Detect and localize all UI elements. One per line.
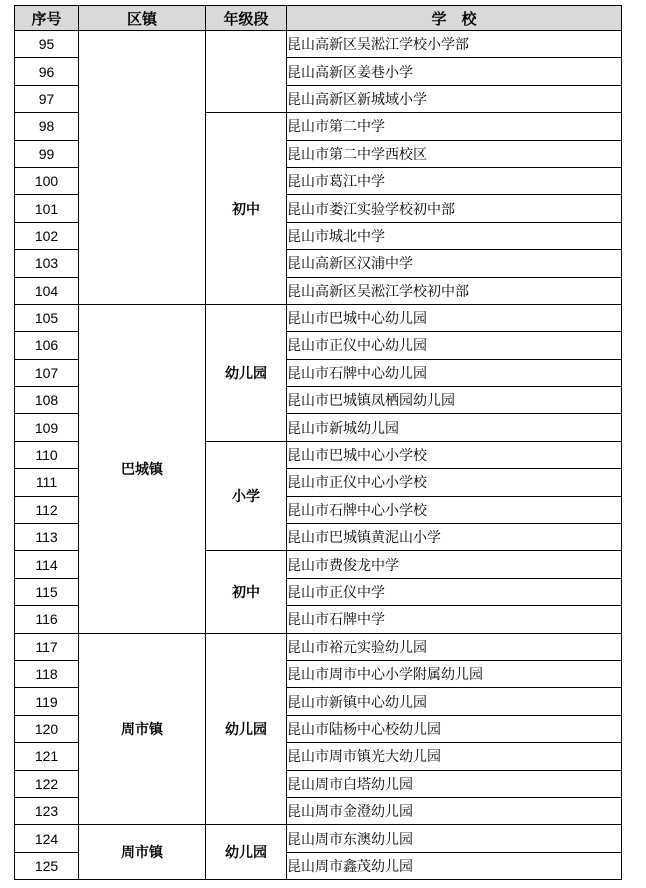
header-row bbox=[15, 6, 622, 31]
serial-number-cell: 113 bbox=[15, 524, 79, 551]
school-name-cell: 昆山市第二中学西校区 bbox=[287, 140, 622, 167]
school-name-cell: 昆山高新区吴淞江学校初中部 bbox=[287, 277, 622, 304]
serial-number-cell: 101 bbox=[15, 195, 79, 222]
table-row bbox=[15, 825, 622, 852]
serial-number-cell: 124 bbox=[15, 825, 79, 852]
grade-level-cell bbox=[206, 31, 287, 113]
school-name-cell: 昆山周市白塔幼儿园 bbox=[287, 770, 622, 797]
grade-level-cell: 初中 bbox=[206, 113, 287, 305]
serial-number-cell: 102 bbox=[15, 222, 79, 249]
school-name-cell: 昆山市葛江中学 bbox=[287, 167, 622, 194]
school-name-cell: 昆山市巴城中心小学校 bbox=[287, 441, 622, 468]
district-cell bbox=[79, 31, 206, 305]
school-name-cell: 昆山市石牌中心幼儿园 bbox=[287, 359, 622, 386]
serial-number-cell: 122 bbox=[15, 770, 79, 797]
serial-number-cell: 107 bbox=[15, 359, 79, 386]
school-name-cell: 昆山市第二中学 bbox=[287, 113, 622, 140]
serial-number-cell: 105 bbox=[15, 304, 79, 331]
serial-number-cell: 100 bbox=[15, 167, 79, 194]
school-name-cell: 昆山市裕元实验幼儿园 bbox=[287, 633, 622, 660]
grade-level-cell: 小学 bbox=[206, 441, 287, 551]
serial-number-cell: 111 bbox=[15, 469, 79, 496]
serial-number-cell: 123 bbox=[15, 797, 79, 824]
header-grade-level: 年级段 bbox=[206, 6, 287, 31]
grade-level-cell: 初中 bbox=[206, 551, 287, 633]
serial-number-cell: 118 bbox=[15, 660, 79, 687]
school-name-cell: 昆山市费俊龙中学 bbox=[287, 551, 622, 578]
serial-number-cell: 121 bbox=[15, 743, 79, 770]
grade-level-cell: 幼儿园 bbox=[206, 633, 287, 825]
header-school: 学 校 bbox=[287, 6, 622, 31]
school-name-cell: 昆山高新区姜巷小学 bbox=[287, 58, 622, 85]
header-district: 区镇 bbox=[79, 6, 206, 31]
school-name-cell: 昆山市巴城镇黄泥山小学 bbox=[287, 524, 622, 551]
school-name-cell: 昆山周市金澄幼儿园 bbox=[287, 797, 622, 824]
serial-number-cell: 106 bbox=[15, 332, 79, 359]
serial-number-cell: 109 bbox=[15, 414, 79, 441]
serial-number-cell: 108 bbox=[15, 387, 79, 414]
serial-number-cell: 116 bbox=[15, 606, 79, 633]
serial-number-cell: 110 bbox=[15, 441, 79, 468]
grade-level-cell: 幼儿园 bbox=[206, 825, 287, 880]
serial-number-cell: 103 bbox=[15, 250, 79, 277]
serial-number-cell: 114 bbox=[15, 551, 79, 578]
school-name-cell: 昆山市陆杨中心校幼儿园 bbox=[287, 715, 622, 742]
serial-number-cell: 95 bbox=[15, 31, 79, 58]
school-name-cell: 昆山周市鑫茂幼儿园 bbox=[287, 852, 622, 879]
school-name-cell: 昆山市城北中学 bbox=[287, 222, 622, 249]
school-name-cell: 昆山高新区新城域小学 bbox=[287, 85, 622, 112]
table-row bbox=[15, 304, 622, 331]
school-name-cell: 昆山市石牌中心小学校 bbox=[287, 496, 622, 523]
serial-number-cell: 119 bbox=[15, 688, 79, 715]
serial-number-cell: 117 bbox=[15, 633, 79, 660]
school-name-cell: 昆山市正仪中心幼儿园 bbox=[287, 332, 622, 359]
school-name-cell: 昆山高新区吴淞江学校小学部 bbox=[287, 31, 622, 58]
school-list-table bbox=[14, 5, 622, 880]
serial-number-cell: 97 bbox=[15, 85, 79, 112]
serial-number-cell: 125 bbox=[15, 852, 79, 879]
school-name-cell: 昆山市新城幼儿园 bbox=[287, 414, 622, 441]
table-row bbox=[15, 633, 622, 660]
school-name-cell: 昆山市新镇中心幼儿园 bbox=[287, 688, 622, 715]
serial-number-cell: 99 bbox=[15, 140, 79, 167]
grade-level-cell: 幼儿园 bbox=[206, 304, 287, 441]
serial-number-cell: 96 bbox=[15, 58, 79, 85]
serial-number-cell: 112 bbox=[15, 496, 79, 523]
school-name-cell: 昆山市巴城镇凤栖园幼儿园 bbox=[287, 387, 622, 414]
school-name-cell: 昆山市周市镇光大幼儿园 bbox=[287, 743, 622, 770]
serial-number-cell: 104 bbox=[15, 277, 79, 304]
district-cell: 周市镇 bbox=[79, 633, 206, 825]
school-name-cell: 昆山市巴城中心幼儿园 bbox=[287, 304, 622, 331]
serial-number-cell: 120 bbox=[15, 715, 79, 742]
serial-number-cell: 115 bbox=[15, 578, 79, 605]
school-name-cell: 昆山市正仪中学 bbox=[287, 578, 622, 605]
table-row bbox=[15, 31, 622, 58]
school-name-cell: 昆山市周市中心小学附属幼儿园 bbox=[287, 660, 622, 687]
school-name-cell: 昆山市石牌中学 bbox=[287, 606, 622, 633]
table-body bbox=[15, 31, 622, 880]
header-serial-number: 序号 bbox=[15, 6, 79, 31]
district-cell: 巴城镇 bbox=[79, 304, 206, 633]
school-name-cell: 昆山高新区汉浦中学 bbox=[287, 250, 622, 277]
school-name-cell: 昆山周市东澳幼儿园 bbox=[287, 825, 622, 852]
district-cell: 周市镇 bbox=[79, 825, 206, 880]
serial-number-cell: 98 bbox=[15, 113, 79, 140]
school-name-cell: 昆山市娄江实验学校初中部 bbox=[287, 195, 622, 222]
school-name-cell: 昆山市正仪中心小学校 bbox=[287, 469, 622, 496]
